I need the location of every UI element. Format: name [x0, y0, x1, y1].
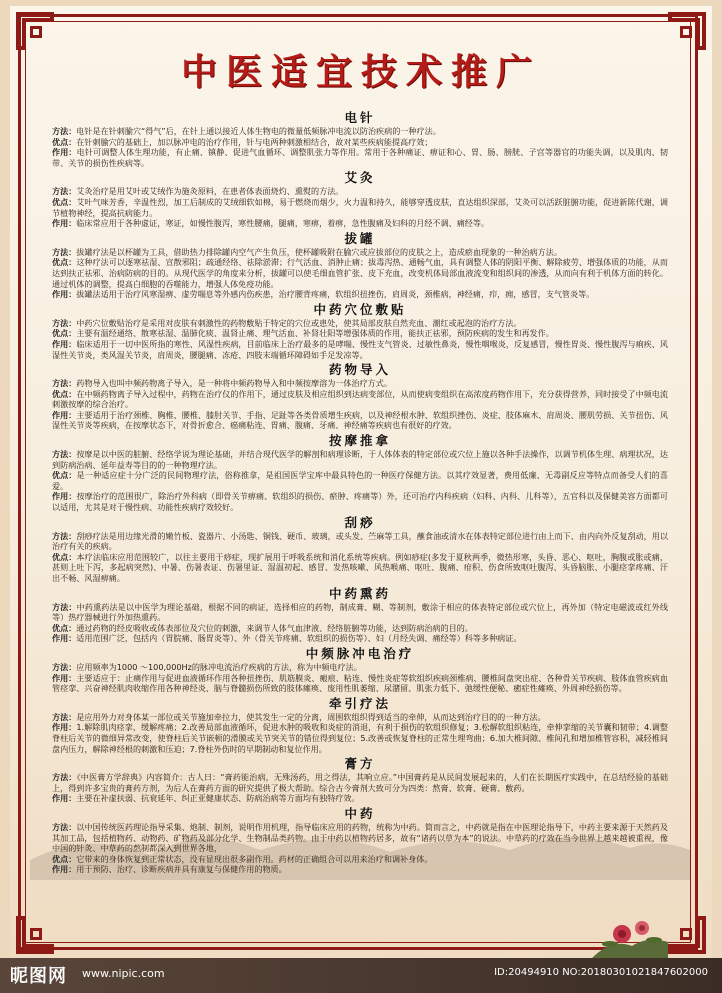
section-line [52, 793, 668, 804]
section-line [52, 257, 668, 289]
line-label: 优点： [52, 551, 77, 562]
section-line [52, 137, 668, 148]
line-label: 方法： [52, 601, 77, 612]
line-text: 临床常应用于各种虚证，寒证，如慢性腹泻，寒性腰痛，腿痛，寒痹，着痹，急性腹痛及妇科的月经不调、痛经等。 [76, 218, 490, 229]
section-line [52, 449, 668, 470]
section-line [52, 864, 668, 875]
line-label: 优点： [52, 853, 77, 864]
section [52, 695, 668, 754]
line-label: 作用： [52, 864, 77, 875]
line-label: 优点： [52, 470, 77, 481]
line-text: 用于预防、治疗、诊断疾病并具有康复与保健作用的物质。 [76, 864, 287, 875]
section-heading: 艾灸 [344, 170, 376, 186]
line-text: 主要在补虚扶弱、抗衰延年、纠正亚健康状态、防病治病等方面均有独特疗效。 [76, 793, 360, 804]
section-line [52, 389, 668, 410]
section-heading: 电针 [344, 110, 376, 125]
section-heading: 中药 [344, 805, 376, 821]
line-text: 临床适用于一切中医所指的寒性、风湿性疾病，目前临床上治疗最多的是哮喘、慢性支气管炎、过敏性鼻炎，慢性咽喉炎，反复感冒，慢性胃炎、慢性腹泻与痢疾、风湿性关节炎，类风湿关节炎，肩周炎，腰腿痛、冻疮、四肢末端循环障碍如手足发凉等。 [52, 338, 668, 360]
line-text: 是应用外力对身体某一部位或关节施加牵拉力，使其发生一定的分离，周围软组织得到适当的牵伸，从而达到治疗目的的一种方法。 [76, 711, 546, 722]
section-heading: 牵引疗法 [328, 695, 391, 711]
line-text: 在中频药物离子导入过程中，药物在治疗仪的作用下，通过皮肤及相应组织到达病变部位，从而使病变组织在高浓度药物作用下，充分获得营养，同时接受了中频电流刺激按摩的综合治疗。 [52, 388, 668, 410]
section-line [52, 531, 668, 552]
section-line [52, 318, 668, 329]
line-label: 作用： [52, 491, 77, 502]
content-area [52, 108, 668, 875]
section-line [52, 822, 668, 854]
line-label: 优点： [52, 622, 77, 633]
section-line [52, 218, 668, 229]
line-text: 按摩是以中医的脏腑、经络学说为理论基础，并结合现代医学的解剖和病理诊断，于人体体表的特定部位或穴位上施以各种手法操作，以调节机体生理、病理状况，达到防病治病、延年益寿等目的的一种物理疗法。 [52, 449, 668, 470]
line-text: 中药熏药法是以中医学为理论基础，根据不同的病证，选择相应的药物，制成膏、糊、等制剂，敷涂于相应的体表特定部位或穴位上，再外加（特定电磁波或红外线等）热疗器械进行外加热熏药。 [52, 601, 668, 623]
line-text: 是一种适应症十分广泛的民间物理疗法，俗称推拿，是祖国医学宝库中最具特色的一种医疗保健方法。以其疗效显著，费用低廉、无毒副反应等特点而备受人们的喜爱。 [52, 470, 668, 491]
section [52, 585, 668, 644]
section-heading: 中药穴位敷贴 [313, 301, 407, 317]
section [52, 432, 668, 513]
line-label: 作用： [52, 409, 77, 420]
line-text: 电针可调整人体生理功能，有止痛、镇静、促进气血循环、调整肌张力等作用。常用于各种痛证、痹证和心、胃、肠、膀胱、子宫等器官的功能失调，以及肌肉、韧带、关节的损伤性疾病等。 [52, 147, 668, 168]
line-text: 艾灸治疗是用艾叶或艾绒作为施灸原料，在患者体表面烧灼、熏熨的方法。 [76, 186, 344, 197]
section-line [52, 470, 668, 491]
section-line [52, 712, 668, 723]
section-line [52, 126, 668, 137]
line-label: 方法： [52, 378, 77, 389]
line-text: 主要有温经通络、散寒祛湿、温肺化痰、温肾止痛、理气活血、补肾壮阳等增强体质的作用，能扶正祛邪，预防疾病的发生和再发作。 [76, 328, 554, 339]
section [52, 109, 668, 168]
section-line [52, 186, 668, 197]
section-line [52, 378, 668, 389]
line-text: 药物导入也叫中频药物离子导入，是一种将中频药物导入和中频按摩溶为一体治疗方式。 [76, 378, 392, 389]
line-label: 优点： [52, 136, 77, 147]
section [52, 805, 668, 875]
section-heading: 中频脉冲电治疗 [305, 645, 415, 661]
section-line [52, 410, 668, 431]
line-label: 优点： [52, 328, 77, 339]
poster-title: 中医适宜技术推广 [180, 52, 541, 93]
section-line [52, 247, 668, 258]
line-text: 1.解除肌肉痉挛，缓解疼痛；2.改善局部血液循环，促进水肿的吸收和炎症的消退，有利于损伤的软组织修复；3.松解软组织粘连，牵伸挛缩的关节囊和韧带；4.调整脊柱后关节的微细异常改变，使脊柱后关节嵌顿的滑膜或关节突关节的错位得到复位；5.改善或恢复脊柱的正常生理弯曲；6.加大椎间隙、椎间孔和增加椎管容积，减轻椎间盘内压力，解除神经根的刺激和压迫；7.脊柱外伤时的早期制动和复位作用。 [52, 722, 668, 754]
line-text: 刮痧疗法是用边缘光滑的嫩竹板、瓷器片、小汤匙、铜钱、硬币、玻璃，或头发、苎麻等工具，蘸食油或清水在体表特定部位进行由上而下、由内向外反复刮动，用以治疗有关的疾病。 [52, 530, 668, 552]
line-text: 主要适应于：止痛作用与促进血液循环作用各种扭挫伤、肌筋膜炎、瘢痕、粘连、慢性炎症等软组织疾病颈椎病、腰椎间盘突出症、各种骨关节疾病、肢体血管疾病血管痉挛、兴奋神经肌肉收缩作用各种神经炎、脑与脊髓损伤所致的肢体瘫痪、废用性肌萎缩、尿潴留、肌张力低下、弛缓性便秘、癒症性瘫痪、外周神经损伤等。 [52, 672, 668, 694]
section [52, 645, 668, 694]
line-text: 《中医膏方学辞典》内容简介：古人曰：“膏药能治病，无殊汤药，用之得法，其响立应。”中国膏药是从民间发展起来的，人们在长期医疗实践中，在总结经验的基础上，得到许多宝贵的膏药方剂，为后人在膏药方面的研究提供了极大帮助。综合古今膏剂大致可分为四类：熬膏、软膏、硬膏、敷药。 [52, 772, 668, 793]
line-label: 方法： [52, 186, 77, 197]
section-line [52, 289, 668, 300]
line-label: 作用： [52, 672, 77, 683]
section-line [52, 623, 668, 634]
line-text: 适用范围广泛，包括内（胃脘痛、肠胃炎等）、外（骨关节疼痛、软组织的损伤等）、妇（月经失调、痛经等）科等多种病证。 [76, 633, 522, 644]
line-label: 方法： [52, 821, 77, 832]
section-heading: 刮痧 [344, 514, 376, 530]
watermark-footer [0, 958, 722, 993]
section-line [52, 633, 668, 644]
watermark-id: ID:20494910 NO:20180301021847602000 [494, 967, 708, 978]
line-label: 方法： [52, 317, 77, 328]
section-line [52, 662, 668, 673]
section-line [52, 147, 668, 168]
line-label: 方法： [52, 246, 77, 257]
line-text: 主要适用于治疗颈椎、胸椎、腰椎、膝肘关节、手指、足趾等各类骨质增生疾病，以及神经根水肿、软组织挫伤、炎症、肢体麻木、肩周炎、腰肌劳损、关节扭伤、风湿性关节炎等疾病，在按摩状态下，对骨折愈合、癌痛粘连、胃痛、腹痛、牙痛、神经痛等疾病也有很好的疗效。 [52, 409, 668, 431]
line-text: 应用频率为1000 ～100,000Hz的脉冲电流治疗疾病的方法，称为中频电疗法。 [76, 661, 362, 672]
line-label: 方法： [52, 126, 77, 136]
section-heading: 按摩推拿 [328, 433, 391, 449]
line-text: 通过药物的经皮吸收或体表部位及穴位的刺激，来调节人体气血津液、经络脏腑等功能，达到防病治病的目的。 [76, 622, 473, 633]
line-label: 作用： [52, 147, 77, 158]
line-text: 它带来的身体恢复到正常状态，没有显现出很多副作用。药材的正确组合可以用来治疗和调补身体。 [76, 853, 433, 864]
corner-ornament-icon [12, 912, 58, 958]
line-text: 电针是在针刺腧穴“得气”后，在针上通以接近人体生物电的微量低频脉冲电流以防治疾病的一种疗法。 [76, 126, 441, 136]
line-text: 本疗法临床应用范围较广，以往主要用于痧症，现扩展用于呼吸系统和消化系统等疾病。例如痧症(多发于夏秋两季，微热形寒，头昏、恶心、呕吐，胸腹或胀或痛，甚则上吐下泻，多起病突然)、中暑、伤暑表证、伤暑里证、湿温初起、感冒、发热咳嗽、风热喉痛、呕吐、腹痛、疳积、伤食所致呕吐腹泻、头昏脑胀、小腿痉挛疼痛、汗出不畅、风湿痹痛。 [52, 551, 668, 583]
line-label: 方法： [52, 530, 77, 541]
line-label: 作用： [52, 218, 77, 229]
watermark-url: www.nipic.com [82, 967, 165, 980]
section-heading: 中药熏药 [328, 585, 391, 601]
section [52, 514, 668, 584]
section-line [52, 491, 668, 512]
section-line [52, 772, 668, 793]
section-line [52, 722, 668, 754]
line-label: 作用： [52, 338, 77, 349]
section [52, 230, 668, 300]
section-heading: 药物导入 [328, 362, 391, 378]
line-text: 中药穴位敷贴治疗是采用对皮肤有刺激性的药物敷贴于特定的穴位或患处，使其局部皮肤自然充血、潮红或起泡的治疗方法。 [76, 317, 522, 328]
section [52, 361, 668, 431]
section [52, 755, 668, 804]
line-label: 优点： [52, 196, 77, 207]
watermark-logo: 昵图网 [10, 966, 67, 987]
line-text: 以中国传统医药理论指导采集、炮制、制剂，说明作用机理，指导临床应用的药物，统称为中药。简而言之，中药就是指在中医理论指导下，中药主要来源于天然药及其加工品，包括植物药、动物药、矿物药及部分化学、生物制品类药物。由于中药以植物药居多，故有“诸药以草为本”的说法。中草药的疗效在当今世界上越来越被重视，像中国的针灸、中草药的熬制都深入到世界各地， [52, 821, 668, 854]
line-text: 这种疗法可以逐寒祛湿、宣散邪阻；疏通经络、祛除淤滞；行气活血、消肿止痛；拔毒泻热、通畅气血，具有调整人体的阴阳平衡、解除疲劳、增强体质的功能，从而达到扶正祛邪、治病防病的目的。从现代医学的角度来分析，拔罐可以使毛细血管扩张、皮下充血，改变机体局部血液流变和组织间的渗透，从而向有利于机体方面的转化。通过机体的调整，提高白细胞的吞噬能力，增强人体免疫功能。 [52, 257, 668, 289]
line-label: 方法： [52, 449, 77, 460]
section-line [52, 854, 668, 865]
line-text: 按摩治疗的范围很广，除治疗外科病（即骨关节痹痛、软组织的损伤、瘀肿、疼痛等）外，还可治疗内科疾病（妇科、内科、儿科等），五官科以及保健美容方面都可以适用，尤其是对于慢性病、功能性疾病疗效较好。 [52, 491, 668, 513]
flower-decoration-icon [592, 908, 668, 958]
section-line [52, 602, 668, 623]
section-heading: 膏方 [344, 756, 376, 772]
line-text: 在针刺腧穴的基础上，加以脉冲电的治疗作用，针与电两种刺激相结合，故对某些疾病能提高疗效； [76, 136, 433, 147]
line-text: 拔罐疗法是以杯罐为工具，借助热力排除罐内空气产生负压，使杯罐吸附在腧穴或应拔部位的皮肤之上，造成瘀血现象的一种治病方法。 [76, 246, 562, 257]
line-label: 优点： [52, 257, 77, 268]
section [52, 301, 668, 360]
section [52, 169, 668, 228]
line-text: 艾叶气味芳香，辛温性烈，加工后制成的艾绒细软如棉，易于燃烧而烟少，火力温和持久，能够穿透皮肤，直达组织深部，艾灸可以活跃脏腑功能，促进新陈代谢，调节植物神经，提高抗病能力。 [52, 196, 668, 218]
section-line [52, 197, 668, 218]
line-label: 作用： [52, 289, 77, 300]
section-heading: 拔罐 [344, 230, 376, 246]
line-label: 作用： [52, 633, 77, 644]
corner-ornament-icon [664, 912, 710, 958]
line-label: 作用： [52, 722, 77, 733]
line-label: 作用： [52, 793, 77, 804]
line-label: 优点： [52, 388, 77, 399]
section-line [52, 552, 668, 584]
section-line [52, 673, 668, 694]
section-line [52, 339, 668, 360]
line-label: 方法： [52, 772, 77, 783]
line-label: 方法： [52, 711, 77, 722]
line-label: 方法： [52, 661, 77, 672]
line-text: 拔罐法适用于治疗风寒湿痹、虚劳喘息等外感内伤疾患，治疗腰背疼痛，软组织扭挫伤，肩周炎，颈椎病，神经痛，疖，痈，感冒，支气管炎等。 [76, 289, 595, 300]
section-line [52, 328, 668, 339]
